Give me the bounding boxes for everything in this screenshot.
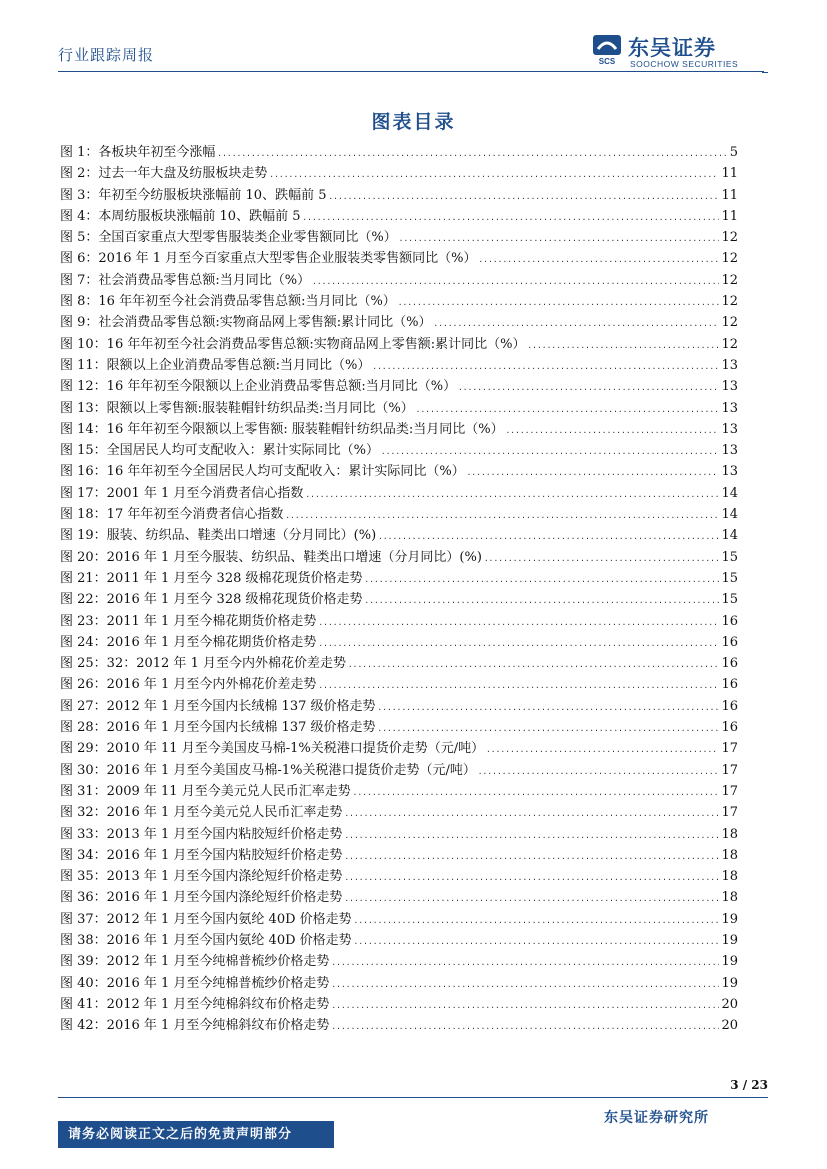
toc-entry-label: 图 25：32：2012 年 1 月至今内外棉花价差走势: [60, 656, 346, 672]
dot-leader: [506, 420, 720, 441]
toc-entry[interactable]: [60, 525, 738, 546]
dot-leader: [344, 825, 719, 846]
toc-entry-label: 图 6：2016 年 1 月至今百家重点大型零售企业服装类零售额同比（%）: [60, 251, 477, 267]
toc-entry-label: 图 17：2001 年 1 月至今消费者信心指数: [60, 485, 304, 501]
toc-entry[interactable]: [60, 781, 738, 802]
toc-entry-label: 图 26：2016 年 1 月至今内外棉花价差走势: [60, 677, 317, 693]
toc-entry-page: 13: [721, 357, 738, 373]
toc-entry-page: 18: [721, 869, 738, 885]
dot-leader: [318, 633, 719, 654]
table-of-figures: [60, 142, 738, 1036]
toc-entry[interactable]: [60, 440, 738, 461]
toc-entry-label: 图 16：16 年年初至今全国居民人均可支配收入：累计实际同比（%）: [60, 464, 465, 480]
toc-entry-label: 图 23：2011 年 1 月至今棉花期货价格走势: [60, 613, 317, 629]
toc-entry-label: 图 39：2012 年 1 月至今纯棉普梳纱价格走势: [60, 954, 330, 970]
logo-chinese-name: 东吴证券: [628, 36, 716, 60]
toc-entry[interactable]: [60, 802, 738, 823]
dot-leader: [331, 974, 719, 995]
toc-entry[interactable]: [60, 291, 738, 312]
dot-leader: [318, 675, 719, 696]
header-divider: [58, 71, 764, 72]
dot-leader: [479, 249, 720, 270]
toc-entry-page: 16: [721, 720, 738, 736]
toc-entry-page: 13: [721, 379, 738, 395]
toc-entry[interactable]: [60, 930, 738, 951]
toc-entry[interactable]: [60, 738, 738, 759]
toc-entry-page: 18: [721, 890, 738, 906]
toc-entry-page: 19: [721, 911, 738, 927]
toc-entry[interactable]: [60, 994, 738, 1015]
dot-leader: [217, 143, 727, 164]
toc-entry-label: 图 30：2016 年 1 月至今美国皮马棉-1%关税港口提货价走势（元/吨）: [60, 762, 476, 778]
toc-entry-page: 16: [721, 677, 738, 693]
dot-leader: [354, 931, 720, 952]
toc-entry[interactable]: [60, 696, 738, 717]
toc-entry-page: 12: [721, 336, 738, 352]
toc-entry[interactable]: [60, 185, 738, 206]
report-type-label: 行业跟踪周报: [58, 46, 155, 64]
toc-entry-label: 图 8：16 年年初至今社会消费品零售总额:当月同比（%）: [60, 294, 396, 310]
dot-leader: [348, 654, 719, 675]
toc-entry-label: 图 42：2016 年 1 月至今纯棉斜纹布价格走势: [60, 1018, 330, 1034]
toc-entry[interactable]: [60, 887, 738, 908]
toc-entry-label: 图 34：2016 年 1 月至今国内粘胶短纤价格走势: [60, 847, 343, 863]
toc-entry-label: 图 24：2016 年 1 月至今棉花期货价格走势: [60, 634, 317, 650]
dot-leader: [354, 910, 720, 931]
dot-leader: [484, 548, 720, 569]
toc-entry-label: 图 27：2012 年 1 月至今国内长绒棉 137 级价格走势: [60, 698, 376, 714]
toc-entry-page: 17: [721, 741, 738, 757]
toc-entry[interactable]: [60, 504, 738, 525]
toc-entry-page: 5: [729, 145, 738, 160]
dot-leader: [344, 846, 719, 867]
dot-leader: [312, 271, 719, 292]
toc-entry-label: 图 19：服装、纺织品、鞋类出口增速（分月同比）(%): [60, 528, 377, 544]
toc-entry[interactable]: [60, 866, 738, 887]
toc-entry-label: 图 20：2016 年 1 月至今服装、纺织品、鞋类出口增速（分月同比）(%): [60, 549, 482, 565]
toc-entry-page: 15: [721, 592, 738, 608]
toc-entry-label: 图 12：16 年年初至今限额以上企业消费品零售总额:当月同比（%）: [60, 379, 457, 395]
dot-leader: [365, 590, 720, 611]
toc-entry[interactable]: [60, 717, 738, 738]
toc-entry-page: 14: [721, 507, 738, 523]
toc-entry[interactable]: [60, 142, 738, 163]
toc-entry-label: 图 21：2011 年 1 月至今 328 级棉花现货价格走势: [60, 570, 363, 586]
toc-entry-label: 图 1：各板块年初至今涨幅: [60, 145, 216, 160]
toc-entry-label: 图 10：16 年年初至今社会消费品零售总额:实物商品网上零售额:累计同比（%）: [60, 336, 526, 352]
toc-entry-page: 12: [721, 230, 738, 246]
dot-leader: [318, 612, 719, 633]
logo-mark-text: SCS: [598, 57, 616, 66]
disclaimer-banner: 请务必阅读正文之后的免责声明部分: [58, 1121, 334, 1148]
toc-entry[interactable]: [60, 248, 738, 269]
toc-entry[interactable]: [60, 589, 738, 610]
toc-entry-page: 16: [721, 698, 738, 714]
toc-entry-page: 15: [721, 570, 738, 586]
toc-entry[interactable]: [60, 461, 738, 482]
toc-entry[interactable]: [60, 1015, 738, 1036]
toc-entry[interactable]: [60, 355, 738, 376]
toc-entry[interactable]: [60, 568, 738, 589]
toc-entry-label: 图 18：17 年年初至今消费者信心指数: [60, 507, 284, 523]
toc-entry[interactable]: [60, 227, 738, 248]
toc-entry[interactable]: [60, 376, 738, 397]
toc-entry-label: 图 32：2016 年 1 月至今美元兑人民币汇率走势: [60, 805, 343, 821]
dot-leader: [486, 739, 719, 760]
dot-leader: [328, 186, 719, 207]
toc-entry-label: 图 29：2010 年 11 月至今美国皮马棉-1%关税港口提货价走势（元/吨）: [60, 741, 485, 757]
toc-entry-label: 图 28：2016 年 1 月至今国内长绒棉 137 级价格走势: [60, 720, 376, 736]
toc-entry[interactable]: [60, 334, 738, 355]
toc-entry-page: 17: [721, 783, 738, 799]
toc-entry-page: 16: [721, 613, 738, 629]
toc-entry[interactable]: [60, 951, 738, 972]
toc-entry-label: 图 38：2016 年 1 月至今国内氨纶 40D 价格走势: [60, 932, 352, 948]
toc-entry[interactable]: [60, 611, 738, 632]
toc-entry-label: 图 9：社会消费品零售总额:实物商品网上零售额:累计同比（%）: [60, 315, 432, 331]
toc-entry-page: 12: [721, 315, 738, 331]
logo-english-name: SOOCHOW SECURITIES: [630, 59, 739, 69]
toc-entry[interactable]: [60, 632, 738, 653]
dot-leader: [331, 1016, 719, 1037]
dot-leader: [302, 207, 719, 228]
dot-leader: [434, 313, 720, 334]
page-number: 3 / 23: [730, 1078, 768, 1092]
toc-entry-label: 图 11：限额以上企业消费品零售总额:当月同比（%）: [60, 357, 371, 373]
dot-leader: [416, 399, 720, 420]
dot-leader: [398, 292, 720, 313]
toc-entry-page: 16: [721, 656, 738, 672]
dot-leader: [331, 995, 719, 1016]
toc-entry[interactable]: [60, 674, 738, 695]
footer-divider: [58, 1097, 768, 1098]
toc-entry-label: 图 3：年初至今纺服板块涨幅前 10、跌幅前 5: [60, 187, 327, 203]
toc-entry-page: 17: [721, 762, 738, 778]
toc-entry-page: 12: [721, 251, 738, 267]
dot-leader: [378, 697, 720, 718]
dot-leader: [353, 782, 720, 803]
toc-entry-page: 19: [721, 954, 738, 970]
toc-entry[interactable]: [60, 760, 738, 781]
dot-leader: [381, 441, 719, 462]
dot-leader: [269, 164, 719, 185]
dot-leader: [527, 335, 719, 356]
toc-entry-label: 图 22：2016 年 1 月至今 328 级棉花现货价格走势: [60, 592, 363, 608]
toc-entry-page: 20: [721, 996, 738, 1012]
toc-entry-label: 图 37：2012 年 1 月至今国内氨纶 40D 价格走势: [60, 911, 352, 927]
toc-entry-label: 图 33：2013 年 1 月至今国内粘胶短纤价格走势: [60, 826, 343, 842]
toc-entry-label: 图 14：16 年年初至今限额以上零售额: 服装鞋帽针纺织品类:当月同比（%）: [60, 421, 504, 437]
dot-leader: [378, 718, 720, 739]
toc-entry-page: 14: [721, 485, 738, 501]
dot-leader: [372, 356, 719, 377]
dot-leader: [458, 377, 719, 398]
dot-leader: [399, 228, 720, 249]
toc-entry-page: 12: [721, 272, 738, 288]
toc-entry-label: 图 7：社会消费品零售总额:当月同比（%）: [60, 272, 311, 288]
dot-leader: [331, 952, 719, 973]
toc-entry-page: 20: [721, 1018, 738, 1034]
toc-entry-page: 14: [721, 528, 738, 544]
toc-title: 图表目录: [371, 111, 456, 133]
toc-entry-label: 图 31：2009 年 11 月至今美元兑人民币汇率走势: [60, 783, 351, 799]
header-tick-mark: [762, 72, 768, 73]
dot-leader: [365, 569, 720, 590]
toc-entry-page: 13: [721, 464, 738, 480]
toc-entry[interactable]: [60, 824, 738, 845]
dot-leader: [378, 526, 719, 547]
toc-entry-label: 图 36：2016 年 1 月至今国内涤纶短纤价格走势: [60, 890, 343, 906]
toc-entry-page: 16: [721, 634, 738, 650]
toc-entry-page: 11: [721, 208, 738, 224]
company-logo: [592, 32, 772, 72]
toc-entry-label: 图 5：全国百家重点大型零售服装类企业零售额同比（%）: [60, 230, 397, 246]
toc-entry-page: 13: [721, 443, 738, 459]
toc-entry-page: 15: [721, 549, 738, 565]
toc-entry[interactable]: [60, 398, 738, 419]
toc-entry-label: 图 13：限额以上零售额:服装鞋帽针纺织品类:当月同比（%）: [60, 400, 414, 416]
toc-entry-label: 图 35：2013 年 1 月至今国内涤纶短纤价格走势: [60, 869, 343, 885]
toc-entry-page: 18: [721, 847, 738, 863]
toc-entry[interactable]: [60, 973, 738, 994]
toc-entry[interactable]: [60, 206, 738, 227]
toc-entry-page: 17: [721, 805, 738, 821]
toc-entry-label: 图 15：全国居民人均可支配收入：累计实际同比（%）: [60, 443, 380, 459]
dot-leader: [467, 462, 720, 483]
toc-entry[interactable]: [60, 845, 738, 866]
toc-entry[interactable]: [60, 270, 738, 291]
footer-organization: 东吴证券研究所: [604, 1110, 709, 1126]
toc-entry[interactable]: [60, 163, 738, 184]
toc-entry-page: 11: [721, 187, 738, 203]
toc-entry-label: 图 2：过去一年大盘及纺服板块走势: [60, 166, 268, 182]
toc-entry[interactable]: [60, 419, 738, 440]
toc-entry-page: 18: [721, 826, 738, 842]
toc-entry-label: 图 4：本周纺服板块涨幅前 10、跌幅前 5: [60, 208, 301, 224]
dot-leader: [285, 505, 719, 526]
dot-leader: [478, 761, 720, 782]
toc-entry-page: 19: [721, 975, 738, 991]
toc-entry-page: 12: [721, 294, 738, 310]
toc-entry-page: 13: [721, 400, 738, 416]
toc-entry-page: 11: [721, 166, 738, 182]
toc-entry-label: 图 40：2016 年 1 月至今纯棉普梳纱价格走势: [60, 975, 330, 991]
scs-logo-icon: [592, 34, 622, 66]
toc-entry[interactable]: [60, 653, 738, 674]
toc-entry-label: 图 41：2012 年 1 月至今纯棉斜纹布价格走势: [60, 996, 330, 1012]
toc-entry[interactable]: [60, 312, 738, 333]
dot-leader: [305, 484, 719, 505]
toc-entry-page: 19: [721, 932, 738, 948]
dot-leader: [344, 888, 719, 909]
dot-leader: [344, 867, 719, 888]
toc-entry[interactable]: [60, 483, 738, 504]
dot-leader: [344, 803, 719, 824]
toc-entry[interactable]: [60, 909, 738, 930]
toc-entry-page: 13: [721, 421, 738, 437]
toc-entry[interactable]: [60, 547, 738, 568]
